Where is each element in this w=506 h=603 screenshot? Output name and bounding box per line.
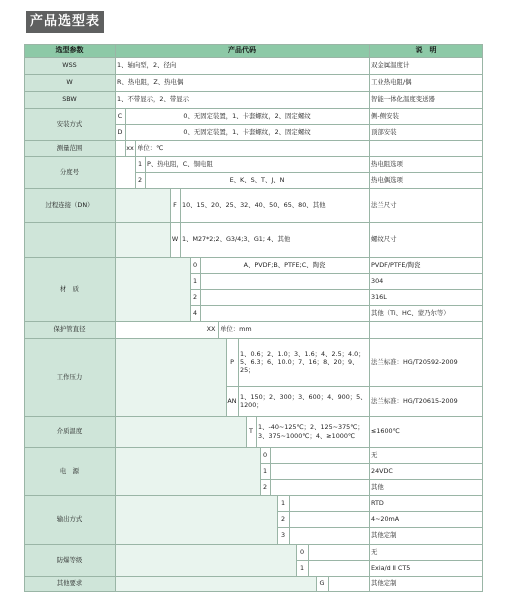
rule — [226, 386, 483, 387]
sheath-label: 保护管直径 — [24, 321, 115, 338]
grade-text-2: E、K、S、T、J、N — [145, 172, 369, 188]
pressure-desc-p: 法兰标准：HG/T20592-2009 — [369, 338, 483, 386]
filler — [115, 416, 246, 447]
material-code-2: 2 — [190, 289, 200, 305]
output-code-2: 2 — [277, 511, 289, 527]
rule — [260, 447, 261, 495]
rule — [24, 447, 483, 448]
rule — [24, 591, 483, 592]
material-code-1: 1 — [190, 273, 200, 289]
rule — [135, 172, 483, 173]
connection-text-w: 1、M27*2;2、G3/4;3、G1; 4、其他 — [180, 222, 369, 257]
row-sbw-code: 1、不带显示，2、带显示 — [115, 91, 369, 108]
material-code-0: 0 — [190, 257, 200, 273]
material-desc-2: 316L — [369, 289, 483, 305]
explosion-desc-0: 无 — [369, 544, 483, 560]
filler — [115, 576, 316, 591]
rule — [115, 124, 483, 125]
other-desc: 其他定制 — [369, 576, 483, 591]
grade-code-2: 2 — [135, 172, 145, 188]
rule — [246, 416, 247, 447]
rule — [328, 576, 329, 591]
rule — [238, 338, 239, 416]
rule — [316, 576, 317, 591]
filler — [115, 495, 277, 544]
rule — [277, 495, 278, 544]
rule — [24, 57, 483, 58]
output-code-3: 3 — [277, 527, 289, 544]
rule — [260, 463, 483, 464]
rule — [308, 544, 309, 576]
filler — [115, 257, 190, 321]
rule — [24, 44, 25, 591]
rule — [226, 338, 227, 416]
pressure-text-an: 1、150；2、300；3、600；4、900；5、1200； — [238, 386, 369, 416]
row-sbw-desc: 智能一体化温度变送器 — [369, 91, 483, 108]
rule — [24, 91, 483, 92]
install-desc-d: 顶部安装 — [369, 124, 483, 140]
rule — [24, 222, 483, 223]
connection-text-f: 10、15、20、25、32、40、50、65、80、其他 — [180, 188, 369, 222]
rule — [24, 257, 483, 258]
header-param: 选型参数 — [24, 44, 115, 57]
rule — [277, 511, 483, 512]
row-wss-code: 1、轴向型，2、径向 — [115, 57, 369, 74]
rule — [190, 273, 483, 274]
row-wss-label: WSS — [24, 57, 115, 74]
rule — [24, 44, 483, 45]
medium-label: 介质温度 — [24, 416, 115, 447]
explosion-label: 防爆等级 — [24, 544, 115, 576]
install-text-d: 0、无固定装置，1、卡套螺纹，2、固定螺纹 — [125, 124, 369, 140]
material-text-0: A、PVDF;B、PTFE;C、陶瓷 — [200, 257, 369, 273]
material-code-4: 4 — [190, 305, 200, 321]
sheath-desc — [369, 321, 483, 338]
rule — [277, 527, 483, 528]
output-code-1: 1 — [277, 495, 289, 511]
row-w-desc: 工业热电阻/偶 — [369, 74, 483, 91]
rule — [24, 156, 483, 157]
rule — [24, 108, 483, 109]
material-label: 材 质 — [24, 257, 115, 321]
grade-text-1: P、热电阻，C、铜电阻 — [145, 156, 369, 172]
row-w-label: W — [24, 74, 115, 91]
grade-label: 分度号 — [24, 156, 115, 188]
explosion-code-1: 1 — [296, 560, 308, 576]
grade-desc-2: 热电偶选项 — [369, 172, 483, 188]
material-text-4 — [200, 305, 369, 321]
pressure-text-p: 1、0.6；2、1.0；3、1.6；4、2.5；4.0；5、6.3；6、10.0；7、16；8、20；9、25； — [238, 338, 369, 386]
connection-label-cont — [24, 222, 115, 257]
rule — [135, 140, 136, 188]
filler — [115, 544, 296, 576]
filler — [115, 447, 260, 495]
rule — [24, 544, 483, 545]
rule — [270, 447, 271, 495]
rule — [369, 44, 370, 591]
material-text-1 — [200, 273, 369, 289]
rule — [200, 257, 201, 321]
output-desc-1: RTD — [369, 495, 483, 511]
rule — [24, 321, 483, 322]
material-desc-0: PVDF/PTFE/陶瓷 — [369, 257, 483, 273]
filler — [115, 338, 226, 416]
medium-code: T — [246, 416, 256, 447]
rule — [218, 321, 219, 338]
range-code: xx — [125, 140, 135, 156]
selection-table — [24, 44, 483, 591]
medium-text: 1、-40~125℃；2、125~375℃；3、375~1000℃；4、≥1000℃ — [256, 416, 369, 447]
rule — [260, 479, 483, 480]
sheath-unit: 单位：mm — [218, 321, 369, 338]
output-desc-2: 4~20mA — [369, 511, 483, 527]
explosion-desc-1: Exia/d Ⅱ CT5 — [369, 560, 483, 576]
rule — [170, 188, 171, 257]
rule — [24, 140, 483, 141]
rule — [24, 576, 483, 577]
pressure-label: 工作压力 — [24, 338, 115, 416]
connection-desc-w: 螺纹尺寸 — [369, 222, 483, 257]
rule — [24, 495, 483, 496]
power-desc-2: 其他 — [369, 479, 483, 495]
connection-code-w: W — [170, 222, 180, 257]
rule — [24, 74, 483, 75]
rule — [115, 44, 116, 591]
connection-label: 过程连接（DN） — [24, 188, 115, 222]
pressure-desc-an: 法兰标准：HG/T20615-2009 — [369, 386, 483, 416]
install-label: 安装方式 — [24, 108, 115, 140]
power-code-2: 2 — [260, 479, 270, 495]
rule — [482, 44, 483, 591]
rule — [24, 416, 483, 417]
rule — [296, 544, 297, 576]
output-desc-3: 其他定制 — [369, 527, 483, 544]
range-desc — [369, 140, 483, 156]
power-code-1: 1 — [260, 463, 270, 479]
material-desc-1: 304 — [369, 273, 483, 289]
range-unit: 单位：℃ — [135, 140, 369, 156]
row-wss-desc: 双金属温度计 — [369, 57, 483, 74]
install-code-d: D — [115, 124, 125, 140]
row-w-code: R、热电阻，Z、热电偶 — [115, 74, 369, 91]
output-label: 输出方式 — [24, 495, 115, 544]
connection-code-f: F — [170, 188, 180, 222]
install-code-c: C — [115, 108, 125, 124]
row-sbw-label: SBW — [24, 91, 115, 108]
power-label: 电 源 — [24, 447, 115, 495]
rule — [190, 257, 191, 321]
rule — [256, 416, 257, 447]
material-desc-4: 其他（Ti、HC、蒙乃尔等） — [369, 305, 483, 321]
material-text-2 — [200, 289, 369, 305]
rule — [289, 495, 290, 544]
header-code: 产品代码 — [115, 44, 369, 57]
rule — [24, 338, 483, 339]
pressure-code-an: AN — [226, 386, 238, 416]
power-code-0: 0 — [260, 447, 270, 463]
install-text-c: 0、无固定装置，1、卡套螺纹，2、固定螺纹 — [125, 108, 369, 124]
pressure-code-p: P — [226, 338, 238, 386]
rule — [190, 289, 483, 290]
sheath-code: XX — [204, 321, 218, 338]
connection-desc-f: 法兰尺寸 — [369, 188, 483, 222]
power-desc-1: 24VDC — [369, 463, 483, 479]
grade-code-1: 1 — [135, 156, 145, 172]
rule — [145, 156, 146, 188]
range-label: 测量范围 — [24, 140, 115, 156]
other-code: G — [316, 576, 328, 591]
rule — [180, 188, 181, 257]
rule — [125, 108, 126, 156]
grade-desc-1: 热电阻选项 — [369, 156, 483, 172]
page-title: 产品选型表 — [26, 11, 104, 33]
header-desc: 说 明 — [369, 44, 483, 57]
medium-desc: ≤1600℃ — [369, 416, 483, 447]
rule — [190, 305, 483, 306]
explosion-code-0: 0 — [296, 544, 308, 560]
install-desc-c: 侧-侧安装 — [369, 108, 483, 124]
other-label: 其他要求 — [24, 576, 115, 591]
power-desc-0: 无 — [369, 447, 483, 463]
rule — [24, 188, 483, 189]
rule — [296, 560, 483, 561]
